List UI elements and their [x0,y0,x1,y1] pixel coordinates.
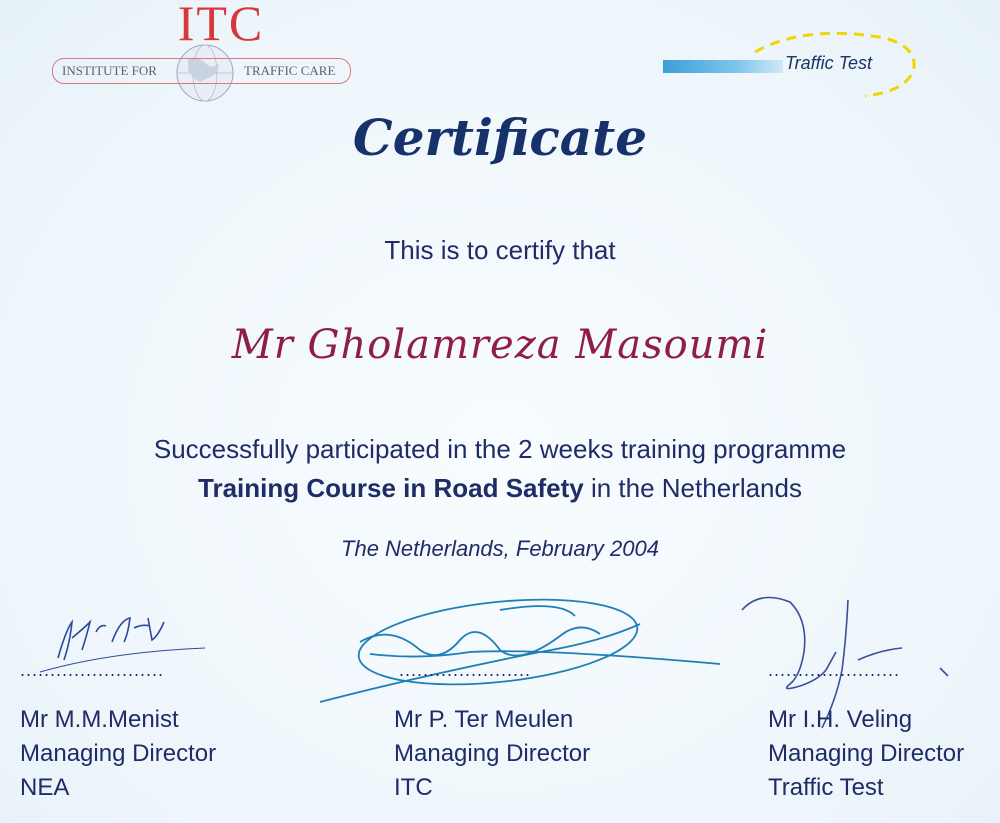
signature-line: ...................... [399,660,532,680]
signatory-name: Mr P. Ter Meulen [394,706,574,733]
signatory-3 [768,660,998,805]
certificate-title: Certificate [352,108,648,167]
itc-logo [48,0,353,100]
itc-right-text: TRAFFIC CARE [244,63,336,78]
signatory-role: Managing Director [768,740,965,767]
itc-letters: ITC [177,0,265,51]
signatory-org: ITC [394,774,433,801]
signature-line: ........................ [20,660,165,680]
signatory-role: Managing Director [394,740,591,767]
signatory-name: Mr M.M.Menist [20,706,179,733]
participation-text: Successfully participated in the 2 weeks training programme [153,434,847,464]
course-line [0,473,1000,504]
recipient-name: Mr Gholamreza Masoumi [231,322,769,368]
itc-left-text: INSTITUTE FOR [62,63,157,78]
signatory-role: Managing Director [20,740,217,767]
traffic-test-logo [660,30,930,102]
logo-bar [663,60,783,73]
signatory-1 [20,660,280,805]
traffic-test-wordmark: Traffic Test [785,53,873,73]
course-suffix: in the Netherlands [583,473,802,503]
signatory-org: NEA [20,774,70,801]
signatory-name: Mr I.H. Veling [768,706,913,733]
certify-intro: This is to certify that [384,235,616,265]
signatory-org: Traffic Test [768,774,884,801]
course-name: Training Course in Road Safety [198,473,584,503]
signature-line: ...................... [768,660,901,680]
signatory-2 [394,660,674,805]
place-date: The Netherlands, February 2004 [341,536,659,561]
